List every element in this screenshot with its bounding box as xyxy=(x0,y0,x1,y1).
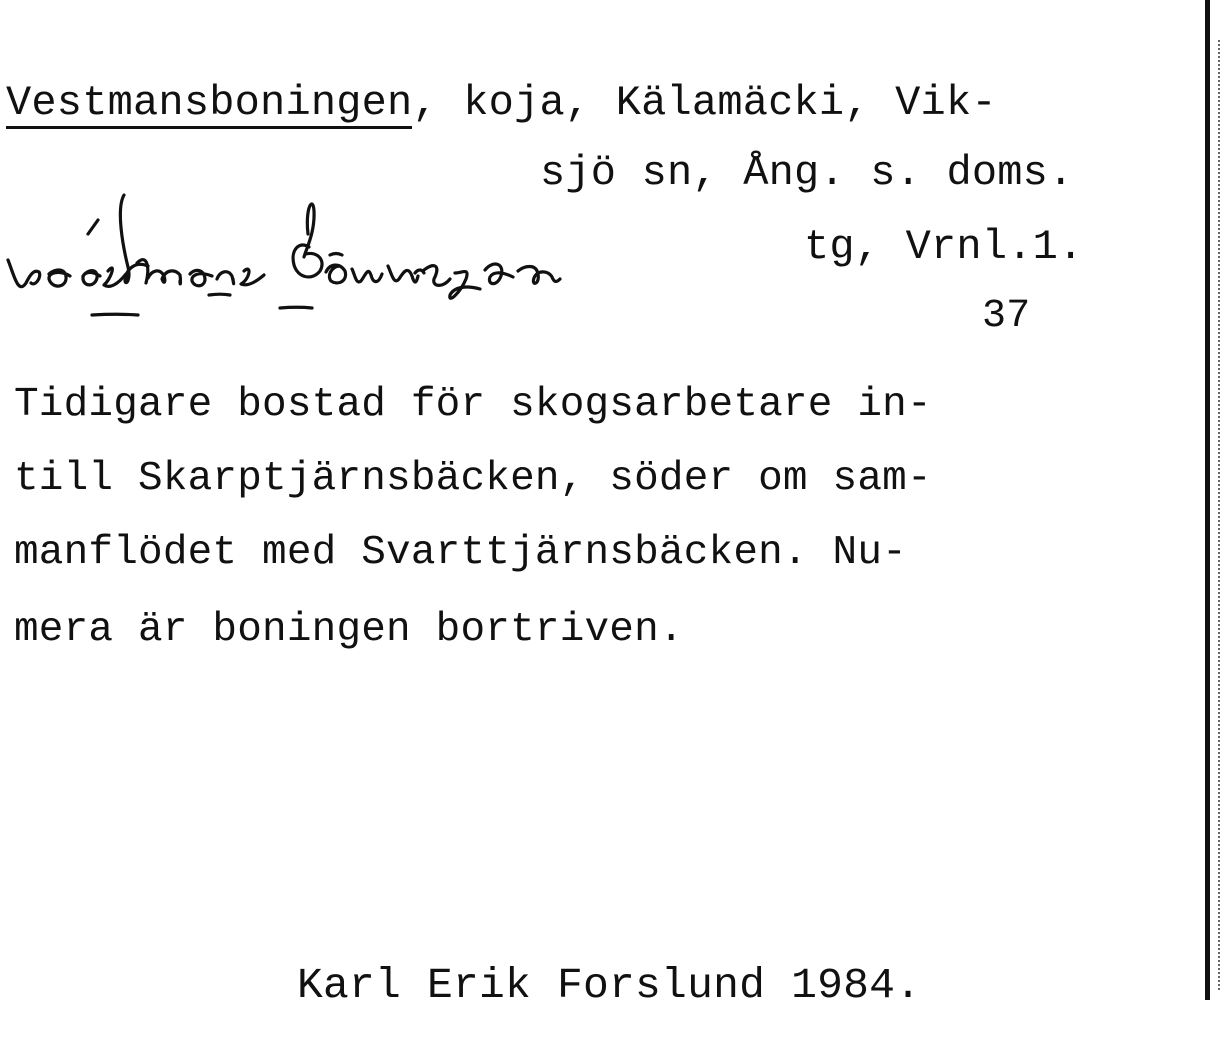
district-line: tg, Vrnl.1. xyxy=(804,223,1084,271)
handwritten-note-text: västmansbönnzan xyxy=(0,175,10,176)
body-line: Tidigare bostad för skogsarbetare in- xyxy=(14,382,932,428)
entry-header-line xyxy=(6,78,997,129)
headword: Vestmansboningen xyxy=(6,79,413,127)
card-right-edge xyxy=(1205,0,1210,1000)
body-line: mera är boningen bortriven. xyxy=(14,607,684,653)
body-line: till Skarptjärnsbäcken, söder om sam- xyxy=(14,456,932,502)
handwritten-annotation xyxy=(0,175,770,325)
page-number: 37 xyxy=(982,294,1031,339)
header-rest: , koja, Kälamäcki, Vik- xyxy=(412,79,997,127)
body-line: manflödet med Svarttjärnsbäcken. Nu- xyxy=(14,530,907,576)
parish-line: sjö sn, Ång. s. doms. xyxy=(540,149,1074,197)
author-signature-line: Karl Erik Forslund 1984. xyxy=(297,961,922,1010)
card-edge-shadow xyxy=(1218,40,1222,990)
